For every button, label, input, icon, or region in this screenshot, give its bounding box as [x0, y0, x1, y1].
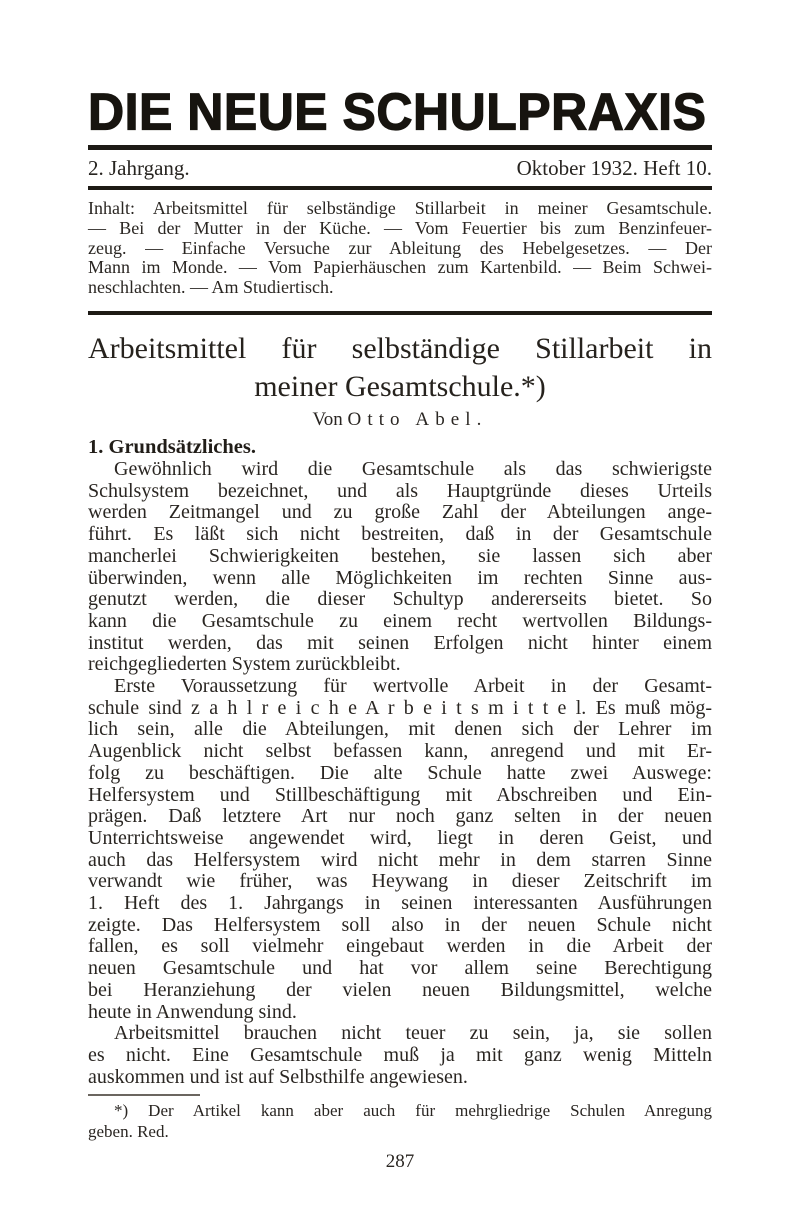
article-title-line: meiner Gesamtschule.*) — [254, 369, 546, 403]
contents-line: Inhalt: Arbeitsmittel für selbständige Stillarbeit in meiner Gesamtschule. — [88, 198, 712, 218]
body-text-line: zeigte. Das Helfersystem soll also in der neuen Schule nicht — [88, 913, 712, 936]
issue-date-heft: Oktober 1932. Heft 10. — [516, 156, 712, 180]
body-text-line: Erste Voraussetzung für wertvolle Arbeit in der Gesamt- — [114, 675, 712, 698]
body-text-line: Arbeitsmittel brauchen nicht teuer zu sein, ja, sie sollen — [114, 1022, 712, 1045]
masthead-rule — [88, 145, 712, 150]
body-text-line: kann die Gesamtschule zu einem recht wertvollen Bildungs- — [88, 609, 712, 632]
byline-prefix: Von — [312, 408, 343, 430]
author-name: Otto Abel. — [347, 408, 488, 430]
page-number: 287 — [385, 1151, 415, 1173]
body-text-line: genutzt werden, die dieser Schultyp andererseits bietet. So — [88, 588, 712, 611]
contents-summary — [88, 199, 712, 298]
body-text-line: überwinden, wenn alle Möglichkeiten im rechten Sinne aus- — [88, 566, 712, 589]
article-paragraph-1 — [88, 459, 712, 676]
body-text-line: Helfersystem und Stillbeschäftigung mit Abschreiben und Ein- — [88, 783, 712, 806]
body-text-line: institut werden, das mit seinen Erfolgen nicht hinter einem — [88, 631, 712, 654]
contents-rule — [88, 311, 712, 315]
contents-line: zeug. — Einfache Versuche zur Ableitung des Hebelgesetzes. — Der — [88, 237, 712, 258]
footnote-line: *) Der Artikel kann aber auch für mehrgliedrige Schulen Anregung — [114, 1101, 712, 1121]
article-title-line: Arbeitsmittel für selbständige Stillarbeit in — [88, 331, 712, 365]
journal-masthead-title: DIE NEUE SCHULPRAXIS — [88, 82, 707, 141]
section-heading: 1. Grundsätzliches. — [88, 435, 256, 458]
body-text-line: auch das Helfersystem wird nicht mehr in dem starren Sinne — [88, 848, 712, 871]
body-text-line: führt. Es läßt sich nicht bestreiten, daß in der Gesamtschule — [88, 523, 712, 546]
body-text-line: neuen Gesamtschule und hat vor allem seine Berechtigung — [88, 957, 712, 980]
body-text-line: werden Zeitmangel und zu große Zahl der Abteilungen ange- — [88, 501, 712, 524]
body-text-line: auskommen und ist auf Selbsthilfe angewiesen. — [88, 1065, 468, 1088]
body-text-line: heute in Anwendung sind. — [88, 1000, 297, 1023]
footnote-separator-rule — [88, 1094, 200, 1096]
article-paragraph-2 — [88, 676, 712, 1023]
article-title — [88, 330, 712, 406]
body-text-line: Schulsystem bezeichnet, und als Hauptgründe dieses Urteils — [88, 479, 712, 502]
editorial-footnote — [88, 1100, 712, 1142]
body-text-line: prägen. Daß letztere Art nur noch ganz selten in der neuen — [88, 805, 712, 828]
body-text-line: 1. Heft des 1. Jahrgangs in seinen interessanten Ausführungen — [88, 892, 712, 915]
footnote-line: geben. Red. — [88, 1122, 169, 1142]
body-text-line: verwandt wie früher, was Heywang in dieser Zeitschrift im — [88, 870, 712, 893]
body-text-line: lich sein, alle die Abteilungen, mit denen sich der Lehrer im — [88, 718, 712, 741]
issue-info-row — [88, 155, 712, 181]
body-text-line: reichgegliederten System zurückbleibt. — [88, 653, 401, 676]
body-text-line: es nicht. Eine Gesamtschule muß ja mit ganz wenig Mitteln — [88, 1043, 712, 1066]
issue-volume: 2. Jahrgang. — [88, 156, 190, 180]
contents-line: — Bei der Mutter in der Küche. — Vom Feuertier bis zum Benzinfeuer- — [88, 217, 712, 238]
contents-line: neschlachten. — Am Studiertisch. — [88, 277, 334, 298]
body-text-line: Augenblick nicht selbst befassen kann, anregend und mit Er- — [88, 740, 712, 763]
body-text-line: bei Heranziehung der vielen neuen Bildungsmittel, welche — [88, 978, 712, 1001]
body-text-line: Gewöhnlich wird die Gesamtschule als das schwierigste — [114, 457, 712, 480]
body-text-line: fallen, es soll vielmehr eingebaut werden in die Arbeit der — [88, 935, 712, 958]
contents-line: Mann im Monde. — Vom Papierhäuschen zum Kartenbild. — Beim Schwei- — [88, 257, 712, 278]
issue-row-rule — [88, 186, 712, 190]
body-text-line: Unterrichtsweise angewendet wird, liegt in deren Geist, und — [88, 826, 712, 849]
body-text-line: folg zu beschäftigen. Die alte Schule hatte zwei Auswege: — [88, 761, 712, 784]
article-byline — [88, 408, 712, 432]
article-paragraph-3 — [88, 1023, 712, 1088]
body-text-line: schule sind z a h l r e i c h e A r b e i t s m i t t e l. Es muß mög- — [88, 696, 712, 719]
body-text-line: mancherlei Schwierigkeiten bestehen, sie lassen sich aber — [88, 544, 712, 567]
